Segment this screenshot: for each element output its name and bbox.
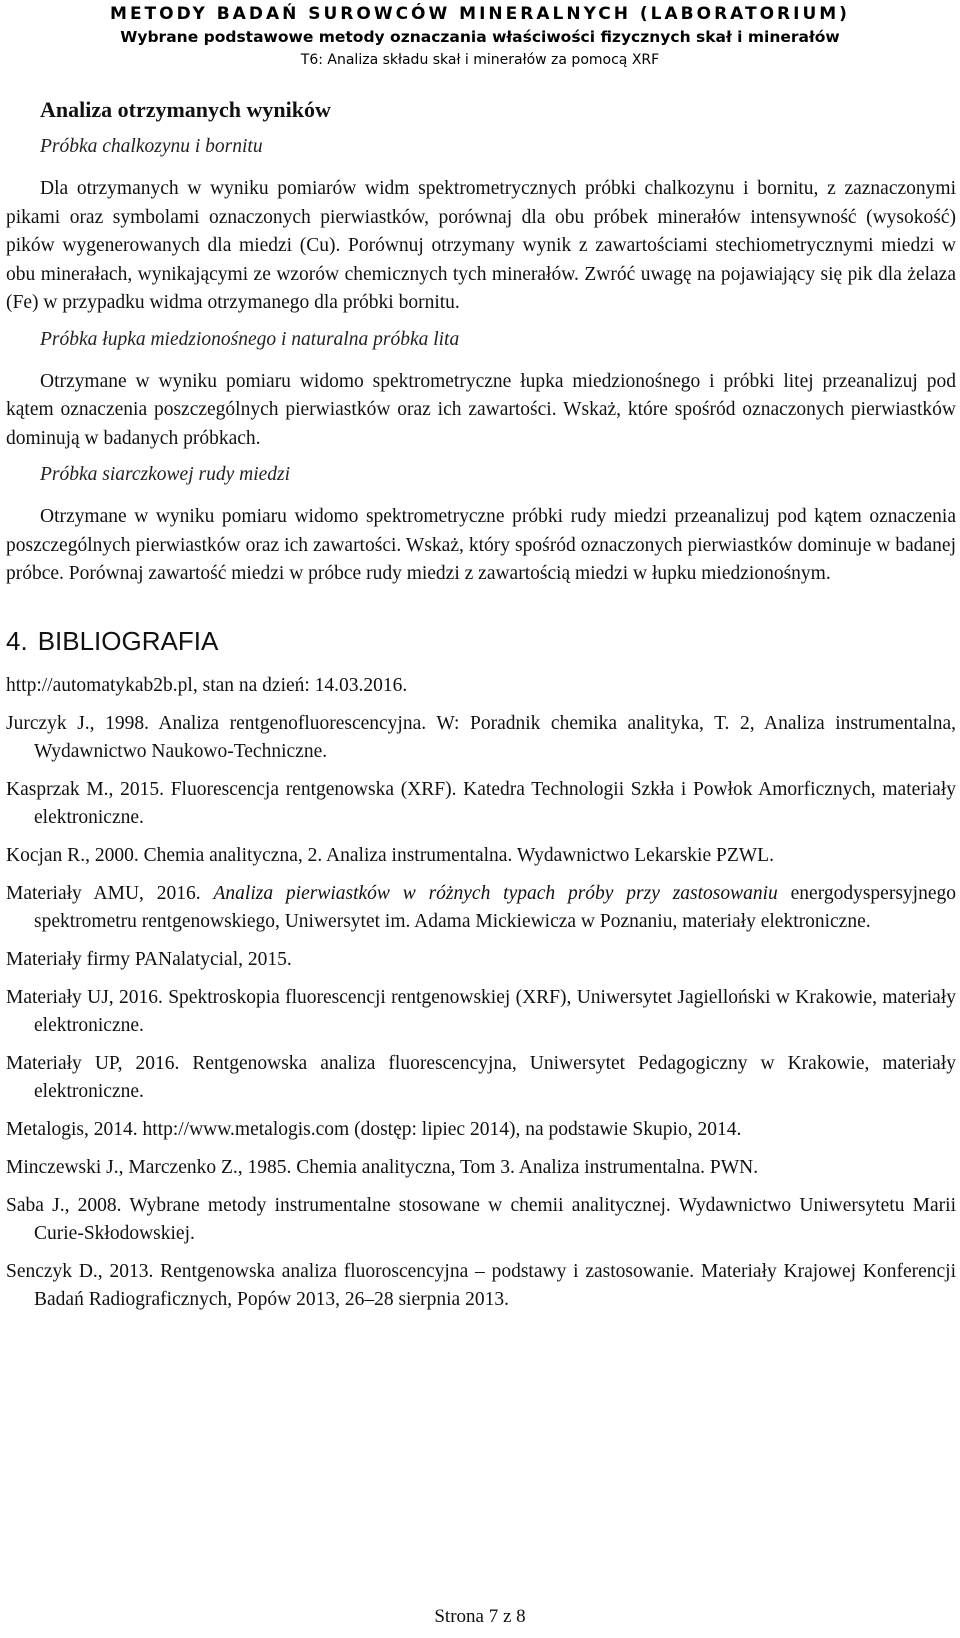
- header-topic: T6: Analiza składu skał i minerałów za pomocą XRF: [300, 52, 660, 68]
- subsection-heading: Próbka chalkozynu i bornitu: [40, 136, 263, 157]
- bibliography-title: BIBLIOGRAFIA: [37, 625, 219, 656]
- bibliography-entry: Senczyk D., 2013. Rentgenowska analiza fluoroscencyjna – podstawy i zastosowanie. Materiały Krajowej Konferencji Badań Radiograficznych, Popów 2013, 26–28 sierpnia 2013.: [6, 1260, 956, 1310]
- bibliography-heading: [6, 624, 956, 658]
- bibliography-entry: Materiały UP, 2016. Rentgenowska analiza fluorescencyjna, Uniwersytet Pedagogiczny w Krakowie, materiały elektroniczne.: [6, 1052, 956, 1102]
- entry-text: energodyspersyjnego spektrometru rentgenowskiego, Uniwersytet im. Adama Mickiewicza w Poznaniu, materiały elektroniczne.: [34, 882, 956, 932]
- bibliography-number: 4.: [6, 625, 28, 656]
- bibliography-entry: Kasprzak M., 2015. Fluorescencja rentgenowska (XRF). Katedra Technologii Szkła i Powłok Amorficznych, materiały elektroniczne.: [6, 778, 956, 828]
- header-subtitle: Wybrane podstawowe metody oznaczania właściwości fizycznych skał i minerałów: [120, 28, 840, 46]
- bibliography-entry: Jurczyk J., 1998. Analiza rentgenofluorescencyjna. W: Poradnik chemika analityka, T. 2, Analiza instrumentalna, Wydawnictwo Naukowo-Techniczne.: [6, 712, 956, 762]
- bibliography-entry: Kocjan R., 2000. Chemia analityczna, 2. Analiza instrumentalna. Wydawnictwo Lekarskie PZWL.: [6, 844, 774, 866]
- paragraph: Otrzymane w wyniku pomiaru widomo spektrometryczne próbki rudy miedzi przeanalizuj pod kątem oznaczenia poszczególnych pierwiastków oraz ich zawartości. Wskaż, który spośród oznaczonych pierwiastków dominuje w badanej próbce. Porównaj zawartość miedzi w próbce rudy miedzi z zawartością miedzi w łupku miedzionośnym.: [6, 506, 956, 584]
- entry-text: Materiały AMU, 2016.: [6, 882, 214, 904]
- bibliography-entry: Saba J., 2008. Wybrane metody instrumentalne stosowane w chemii analitycznej. Wydawnictwo Uniwersytetu Marii Curie-Skłodowskiej.: [6, 1194, 956, 1244]
- bibliography-entry: Materiały UJ, 2016. Spektroskopia fluorescencji rentgenowskiej (XRF), Uniwersytet Jagielloński w Krakowie, materiały elektroniczne.: [6, 986, 956, 1036]
- header-course-title: METODY BADAŃ SUROWCÓW MINERALNYCH (LABORATORIUM): [110, 4, 850, 24]
- subsection-heading: Próbka siarczkowej rudy miedzi: [40, 464, 291, 485]
- subsection-heading: Próbka łupka miedzionośnego i naturalna próbka lita: [40, 328, 460, 350]
- bibliography-entry: http://automatykab2b.pl, stan na dzień: 14.03.2016.: [6, 674, 408, 696]
- bibliography-entry: Minczewski J., Marczenko Z., 1985. Chemia analityczna, Tom 3. Analiza instrumentalna. PWN.: [6, 1156, 759, 1178]
- bibliography-entry: Metalogis, 2014. http://www.metalogis.com (dostęp: lipiec 2014), na podstawie Skupio, 2014.: [6, 1118, 742, 1140]
- paragraph: Dla otrzymanych w wyniku pomiarów widm spektrometrycznych próbki chalkozynu i bornitu, z zaznaczonymi pikami oraz symbolami oznaczonych pierwiastków, porównaj dla obu próbek minerałów intensywność (wysokość) pików wygenerowanych dla miedzi (Cu). Porównuj otrzymany wynik z zawartościami stechiometrycznymi miedzi w obu minerałach, wynikającymi ze wzorów chemicznych tych minerałów. Zwróć uwagę na pojawiający się pik dla żelaza (Fe) w przypadku widma otrzymanego dla próbki bornitu.: [6, 178, 956, 313]
- entry-italic-title: Analiza pierwiastków w różnych typach próby przy zastosowaniu: [213, 882, 778, 904]
- section-heading: Analiza otrzymanych wyników: [40, 97, 331, 122]
- bibliography-entry: [6, 880, 956, 936]
- bibliography-list: [6, 672, 956, 1314]
- document-body: [6, 96, 956, 1324]
- bibliography-entry: Materiały firmy PANalatycial, 2015.: [6, 948, 292, 970]
- page-number: Strona 7 z 8: [434, 1606, 526, 1627]
- paragraph: Otrzymane w wyniku pomiaru widomo spektrometryczne łupka miedzionośnego i próbki litej przeanalizuj pod kątem oznaczenia poszczególnych pierwiastków oraz ich zawartości. Wskaż, które spośród oznaczonych pierwiastków dominują w badanych próbkach.: [6, 370, 956, 449]
